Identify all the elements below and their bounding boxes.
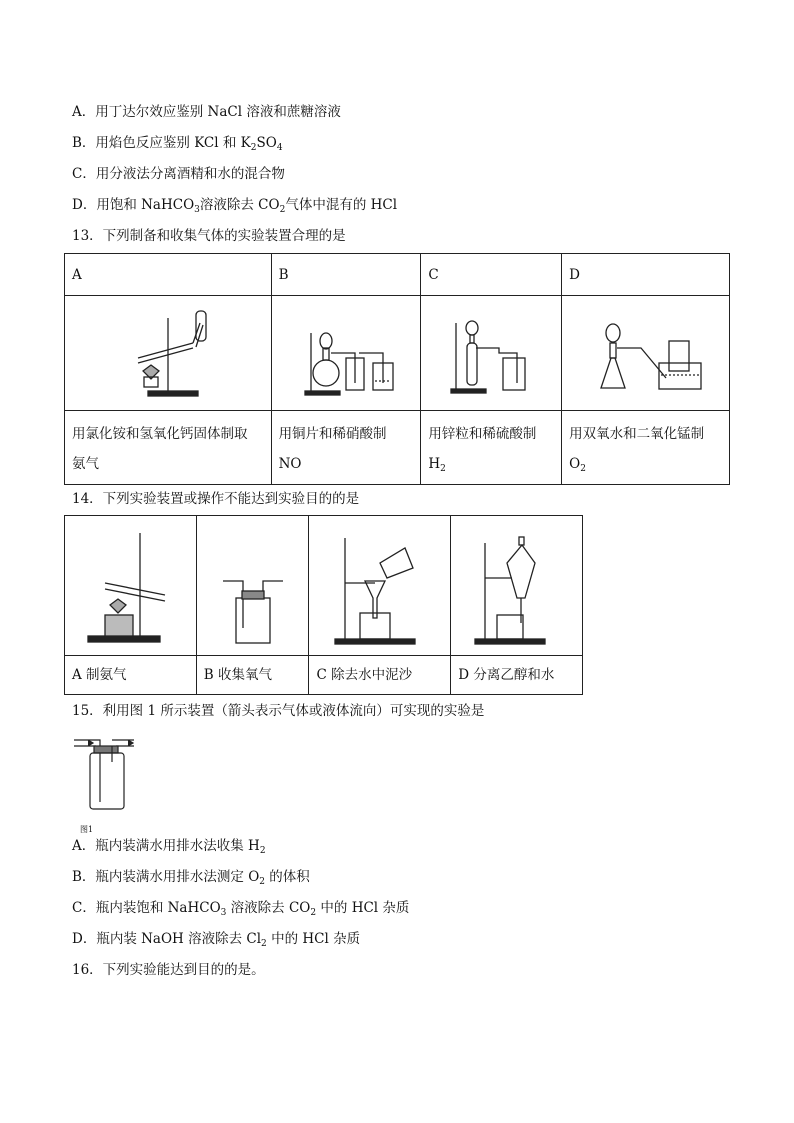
q12-option-d [72,195,397,215]
wash-bottle-icon [72,732,142,822]
q14-caption-c: C 除去水中泥沙 [309,656,451,695]
q12-b-sub2: 4 [276,143,283,153]
q13-apparatus-c [421,296,562,411]
flask-bottles-apparatus-icon [291,303,401,403]
q12-option-a: A．用丁达尔效应鉴别 NaCl 溶液和蔗糖溶液 [72,104,341,120]
tube-bottle-apparatus-icon [441,303,541,403]
q12-option-c: C．用分液法分离酒精和水的混合物 [72,166,285,182]
q12-option-b [72,133,283,153]
q13-header-c: C [421,254,562,296]
q12-d-sub1: 3 [194,205,200,215]
q13-caption-c [421,411,562,485]
q13-caption-d-sub: 2 [580,464,586,474]
q15-d-post: 中的 HCl 杂质 [266,931,361,947]
q13-header-d: D [562,254,730,296]
q15-c-text: C．瓶内装饱和 NaHCO [72,900,221,916]
q15-c-sub1: 3 [220,908,227,918]
q13-caption-b [271,411,421,485]
ammonia-apparatus-icon [80,523,180,648]
q12-d-text: D．用饱和 NaHCO [72,197,195,213]
q15-a-text: A．瓶内装满水用排水法收集 H [72,838,260,854]
q15-d-sub: 2 [261,939,267,949]
q14-caption-a: A 制氨气 [65,656,197,695]
q12-b-sub1: 2 [250,143,257,153]
q14-apparatus-b [196,516,309,656]
q13-caption-b-line2: NO [278,456,302,472]
q15-a-sub: 2 [259,846,266,856]
q13-caption-d-line1: 用双氧水和二氧化锰制 [569,426,705,442]
q14-caption-d: D 分离乙醇和水 [451,656,583,695]
q14-stem: 14．下列实验装置或操作不能达到实验目的的是 [72,491,360,507]
q13-apparatus-b [271,296,421,411]
q14-table [64,515,583,695]
q13-caption-d [562,411,730,485]
q15-c-sub2: 2 [310,908,317,918]
q15-option-d [72,929,360,949]
q13-caption-c-line2: H [428,456,441,472]
q15-option-b [72,867,310,887]
q13-table [64,253,730,485]
q16-stem: 16．下列实验能达到目的的是。 [72,962,265,978]
q13-caption-a [65,411,272,485]
flask-trough-apparatus-icon [581,303,711,403]
q15-b-text: B．瓶内装满水用排水法测定 O [72,869,260,885]
q15-option-a [72,836,266,856]
filtration-apparatus-icon [325,523,435,648]
q15-c-mid: 溶液除去 CO [226,900,311,916]
q14-caption-b: B 收集氧气 [196,656,309,695]
figure-1 [72,732,142,835]
q15-b-sub: 2 [259,877,266,887]
q13-caption-c-sub: 2 [440,464,446,474]
q12-b-mid: SO [256,135,277,151]
figure-1-label: 图1 [80,825,94,834]
q15-b-post: 的体积 [265,869,310,885]
q13-stem: 13．下列制备和收集气体的实验装置合理的是 [72,228,346,244]
q13-caption-b-line1: 用铜片和稀硝酸制 [278,426,387,442]
q13-caption-a-line2: 氨气 [72,456,99,472]
q15-option-c [72,898,409,918]
q14-apparatus-c [309,516,451,656]
gas-bottle-icon [218,523,288,648]
q14-apparatus-a [65,516,197,656]
q15-stem: 15．利用图 1 所示装置（箭头表示气体或液体流向）可实现的实验是 [72,703,485,719]
q15-c-post: 中的 HCl 杂质 [316,900,410,916]
q12-d-sub2: 2 [279,205,286,215]
q13-caption-c-line1: 用锌粒和稀硫酸制 [428,426,537,442]
q12-d-post: 气体中混有的 HCl [285,197,398,213]
q13-apparatus-d [562,296,730,411]
q14-apparatus-d [451,516,583,656]
q13-caption-d-line2: O [569,456,581,472]
q15-d-text: D．瓶内装 NaOH 溶液除去 Cl [72,931,262,947]
separatory-funnel-icon [467,523,567,648]
q13-header-a: A [65,254,272,296]
heating-tube-apparatus-icon [108,303,228,403]
q13-apparatus-a [65,296,272,411]
q13-header-b: B [271,254,421,296]
q12-d-mid: 溶液除去 CO [199,197,280,213]
q12-b-text: B．用焰色反应鉴别 KCl 和 K [72,135,251,151]
q13-caption-a-line1: 用氯化铵和氢氧化钙固体制取 [72,426,248,442]
